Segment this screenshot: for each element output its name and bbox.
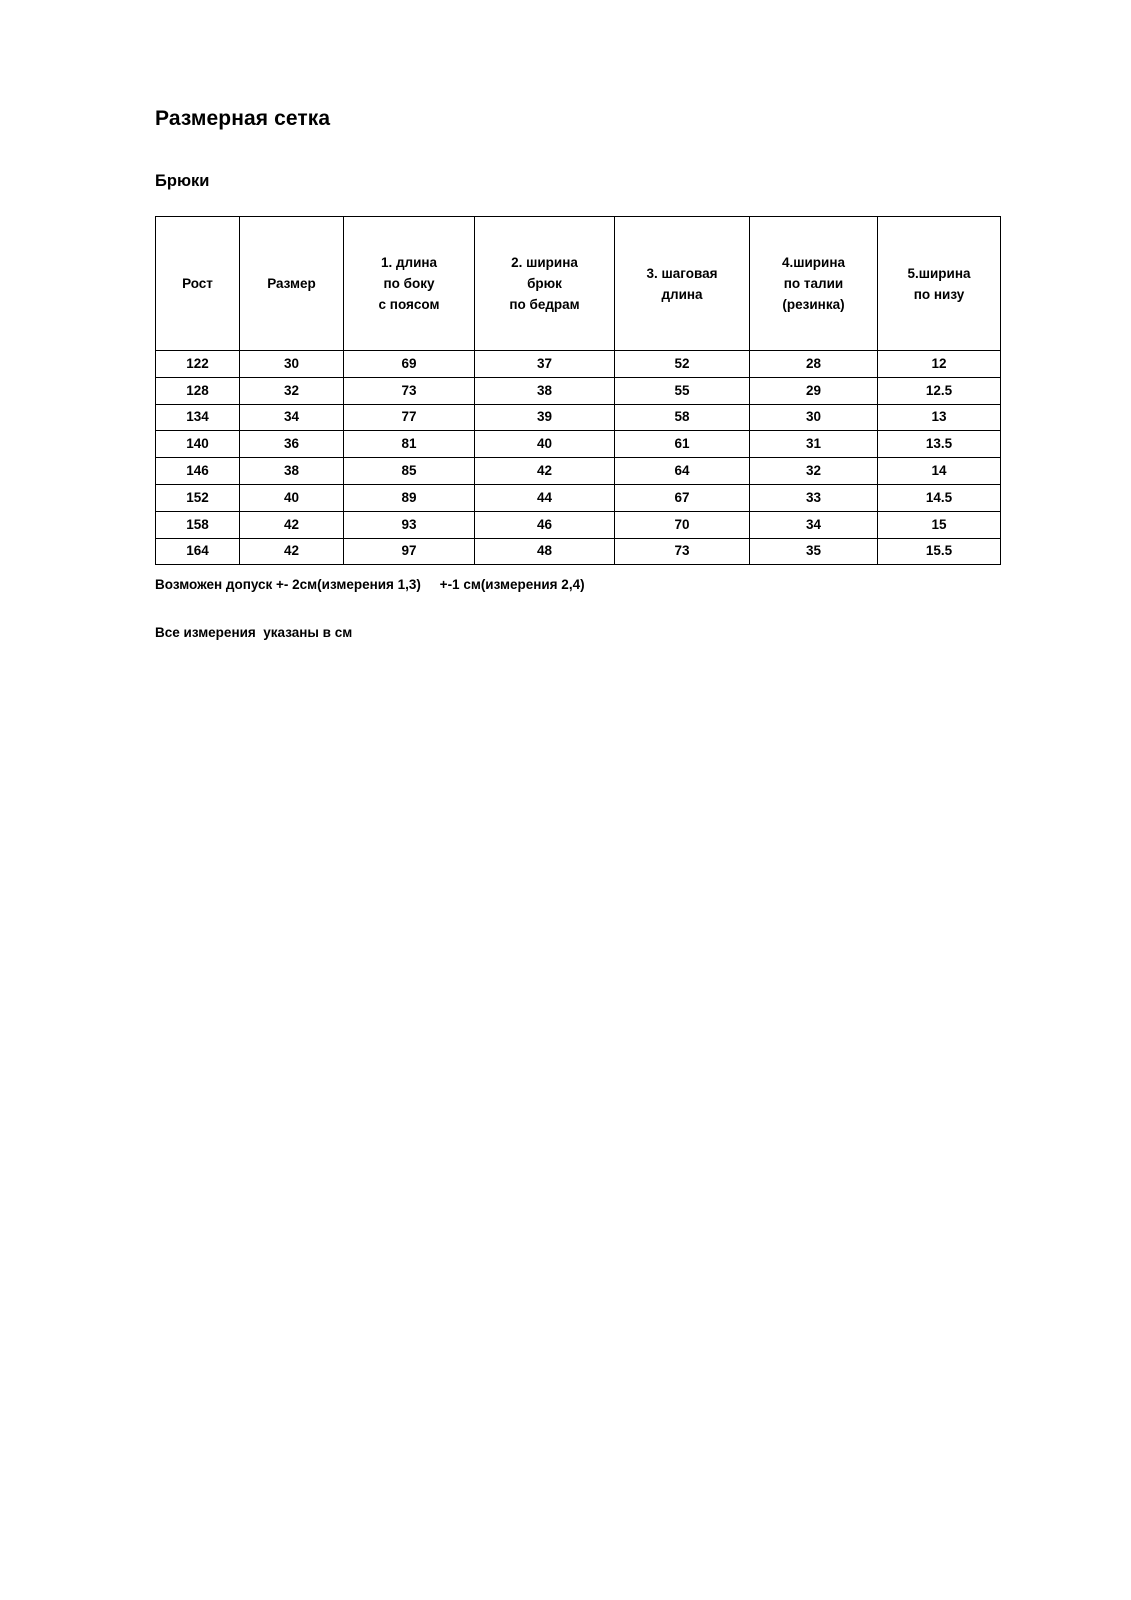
cell-inseam: 67 (615, 484, 750, 511)
section-title-trousers: Брюки (155, 172, 210, 190)
cell-side-length: 97 (344, 538, 475, 565)
cell-hip-width: 40 (475, 431, 615, 458)
cell-height: 140 (156, 431, 240, 458)
cell-size: 38 (240, 458, 344, 485)
cell-inseam: 73 (615, 538, 750, 565)
table-row (156, 484, 1001, 511)
cell-bottom-width: 13.5 (878, 431, 1001, 458)
cell-hip-width: 44 (475, 484, 615, 511)
cell-inseam: 64 (615, 458, 750, 485)
units-note: Все измерения указаны в см (155, 625, 353, 641)
cell-height: 164 (156, 538, 240, 565)
cell-side-length: 89 (344, 484, 475, 511)
cell-side-length: 85 (344, 458, 475, 485)
cell-hip-width: 42 (475, 458, 615, 485)
page-title: Размерная сетка (155, 107, 331, 130)
cell-hip-width: 39 (475, 404, 615, 431)
table-header-row (156, 217, 1001, 351)
cell-waist-width: 30 (750, 404, 878, 431)
cell-bottom-width: 12.5 (878, 377, 1001, 404)
cell-height: 122 (156, 351, 240, 378)
cell-bottom-width: 14.5 (878, 484, 1001, 511)
cell-size: 36 (240, 431, 344, 458)
cell-bottom-width: 14 (878, 458, 1001, 485)
cell-size: 32 (240, 377, 344, 404)
table-row (156, 511, 1001, 538)
cell-waist-width: 35 (750, 538, 878, 565)
cell-waist-width: 28 (750, 351, 878, 378)
column-header-waist-width: 4.ширина по талии (резинка) (750, 217, 878, 351)
cell-inseam: 61 (615, 431, 750, 458)
table-row (156, 538, 1001, 565)
cell-height: 152 (156, 484, 240, 511)
cell-bottom-width: 15 (878, 511, 1001, 538)
cell-waist-width: 33 (750, 484, 878, 511)
document-content (155, 105, 1000, 643)
cell-height: 134 (156, 404, 240, 431)
cell-height: 128 (156, 377, 240, 404)
cell-hip-width: 38 (475, 377, 615, 404)
cell-inseam: 52 (615, 351, 750, 378)
cell-waist-width: 32 (750, 458, 878, 485)
table-row (156, 431, 1001, 458)
column-header-inseam: 3. шаговая длина (615, 217, 750, 351)
cell-height: 146 (156, 458, 240, 485)
cell-hip-width: 46 (475, 511, 615, 538)
cell-waist-width: 29 (750, 377, 878, 404)
cell-inseam: 55 (615, 377, 750, 404)
table-body (156, 351, 1001, 565)
cell-side-length: 93 (344, 511, 475, 538)
size-chart-table (155, 216, 1001, 565)
cell-hip-width: 37 (475, 351, 615, 378)
cell-size: 42 (240, 511, 344, 538)
column-header-side-length: 1. длина по боку с поясом (344, 217, 475, 351)
cell-side-length: 69 (344, 351, 475, 378)
cell-bottom-width: 13 (878, 404, 1001, 431)
cell-bottom-width: 15.5 (878, 538, 1001, 565)
table-row (156, 458, 1001, 485)
cell-waist-width: 34 (750, 511, 878, 538)
table-row (156, 404, 1001, 431)
cell-size: 34 (240, 404, 344, 431)
cell-side-length: 73 (344, 377, 475, 404)
column-header-bottom-width: 5.ширина по низу (878, 217, 1001, 351)
cell-waist-width: 31 (750, 431, 878, 458)
cell-side-length: 77 (344, 404, 475, 431)
column-header-height: Рост (156, 217, 240, 351)
cell-bottom-width: 12 (878, 351, 1001, 378)
cell-side-length: 81 (344, 431, 475, 458)
table-row (156, 351, 1001, 378)
column-header-size: Размер (240, 217, 344, 351)
table-row (156, 377, 1001, 404)
cell-height: 158 (156, 511, 240, 538)
cell-size: 40 (240, 484, 344, 511)
cell-hip-width: 48 (475, 538, 615, 565)
tolerance-note: Возможен допуск +- 2см(измерения 1,3) +-1 см(измерения 2,4) (155, 577, 585, 593)
cell-inseam: 70 (615, 511, 750, 538)
cell-inseam: 58 (615, 404, 750, 431)
cell-size: 42 (240, 538, 344, 565)
column-header-hip-width: 2. ширина брюк по бедрам (475, 217, 615, 351)
cell-size: 30 (240, 351, 344, 378)
